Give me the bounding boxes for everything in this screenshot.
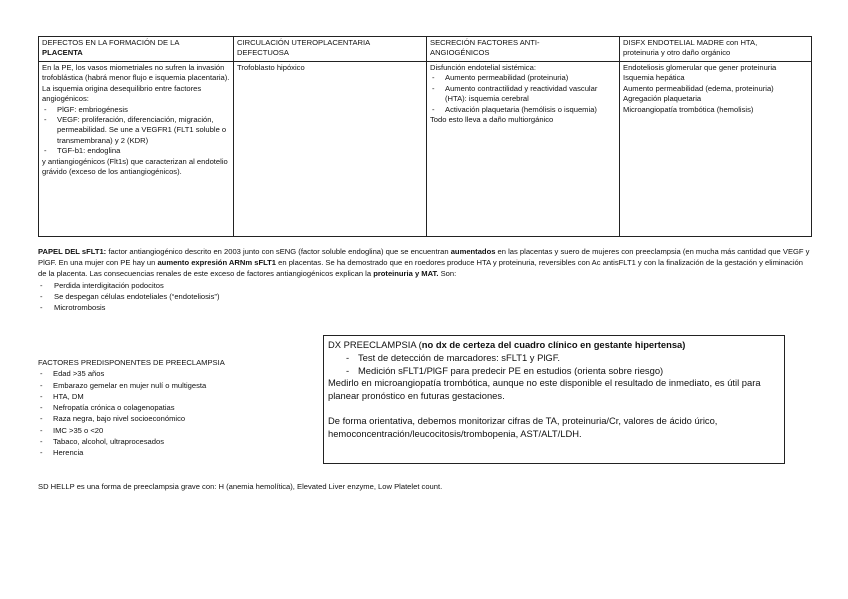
factores-section (38, 357, 308, 459)
cell-line: Endoteliosis glomerular que gener proteinuria (623, 63, 777, 72)
list-item: - Herencia (38, 447, 308, 458)
bold-run: aumentados (450, 247, 496, 256)
papel-label: PAPEL DEL sFLT1: (38, 247, 107, 256)
list-item: - Se despegan células endoteliales (“endoteliosis”) (38, 291, 813, 302)
table-body-row (39, 62, 812, 237)
list-item: - VEGF: proliferación, diferenciación, migración, permeabilidad. Se une a VEGFR1 (FLT1 soluble o transmembrana) y 2 (KDR) (42, 115, 230, 146)
cell-line: Isquemia hepática (623, 73, 685, 83)
header-cell-secrecion (427, 37, 620, 62)
header-text: DEFECTOS EN LA FORMACIÓN DE LA (42, 38, 180, 47)
cell-paragraph: En la PE, los vasos miometriales no sufren la invasión trofoblástica (habrá menor flujo e isquemia placentaria). La isquemia origina desequilibrio entre factores angiogénicos: (42, 63, 230, 104)
papel-list (38, 280, 813, 314)
text-run: Son: (438, 269, 457, 279)
cell-paragraph: Disfunción endotelial sistémica: (430, 63, 536, 72)
cell-paragraph: Todo esto lleva a daño multiorgánico (430, 115, 554, 125)
papel-sflt1-section (38, 246, 813, 313)
dx-preeclampsia-box (323, 335, 785, 464)
header-text: DISFX ENDOTELIAL MADRE con HTA, (623, 38, 758, 47)
cell-paragraph: Trofoblasto hipóxico (237, 63, 305, 72)
list-item: - Test de detección de marcadores: sFLT1 y PlGF. (328, 352, 781, 365)
cell-paragraph: y antiangiogénicos (Flt1s) que caracterizan al endotelio grávido (exceso de los antiangiogénicos). (42, 156, 228, 177)
header-text: SECRECIÓN FACTORES ANTI- (430, 38, 540, 47)
papel-paragraph (38, 246, 813, 280)
list-item: - Raza negra, bajo nivel socioeconómico (38, 413, 308, 424)
bold-run: aumento expresión ARNm sFLT1 (157, 258, 277, 268)
header-text: ANGIOGÉNICOS (430, 48, 490, 58)
text-run: DX PREECLAMPSIA ( (328, 339, 422, 350)
bold-run: proteinuria y MAT. (373, 269, 439, 279)
list-item: - Edad >35 años (38, 368, 308, 379)
list-item: - Aumento permeabilidad (proteinuria) (430, 73, 616, 83)
body-cell-secrecion (427, 62, 620, 237)
list-item: - Embarazo gemelar en mujer nulí o multigesta (38, 380, 308, 391)
factores-title: FACTORES PREDISPONENTES DE PREECLAMPSIA (38, 358, 225, 367)
list-item: - Microtrombosis (38, 302, 813, 313)
cell-list (42, 105, 230, 157)
dx-paragraph: De forma orientativa, debemos monitorizar cifras de TA, proteinuria/Cr, valores de ácido úrico, hemoconcentración/leucocitosis/trombopenia, AST/ALT/LDH. (328, 414, 718, 439)
list-item: - Nefropatía crónica o colagenopatias (38, 402, 308, 413)
list-item: - Perdida interdigitación podocitos (38, 280, 813, 291)
factores-list (38, 368, 308, 458)
text-run: factor antiangiogénico descrito en 2003 junto con sENG (factor soluble endoglina) que se encuentran (106, 247, 451, 256)
header-text-bold: PLACENTA (42, 48, 83, 58)
list-item: - PlGF: embriogénesis (42, 105, 230, 115)
cell-list (430, 73, 616, 115)
body-cell-circulacion (234, 62, 427, 237)
header-text: proteinuria y otro daño orgánico (623, 48, 731, 58)
header-text: DEFECTUOSA (237, 48, 289, 58)
table-header-row (39, 37, 812, 62)
list-item: - Tabaco, alcohol, ultraprocesados (38, 436, 308, 447)
cell-line: Aumento permeabilidad (edema, proteinuria) (623, 83, 774, 93)
list-item: - Activación plaquetaria (hemólisis o isquemia) (430, 105, 616, 115)
cell-line: Microangiopatía trombótica (hemolisis) (623, 104, 754, 114)
hellp-note: SD HELLP es una forma de preeclampsia grave con: H (anemia hemolítica), Elevated Liver enzyme, Low Platelet count. (38, 482, 443, 491)
header-cell-disfx (620, 37, 812, 62)
list-item: - TGF-b1: endoglina (42, 146, 230, 156)
list-item: - Aumento contractilidad y reactividad vascular (HTA): isquemia cerebral (430, 84, 616, 105)
bold-run: no dx de certeza del cuadro clínico en gestante hipertensa) (421, 339, 686, 350)
pathophysiology-table (38, 36, 812, 237)
text-run: en placentas. Se ha demostrado que en roedores produce HTA y proteinuria, reversibles con Ac antisFLT1 y con la finalización de la gestación y eliminación de la placenta. Las consecuencias renales de este exceso de factores antiangiogénicos explican la (38, 258, 803, 279)
cell-line: Agregación plaquetaria (623, 94, 702, 104)
dx-paragraph: Medirlo en microangiopatía trombótica, aunque no este disponible el resultado de inmediato, es útil para planear pronóstico en futuras gestaciones. (328, 377, 761, 402)
header-text: CIRCULACIÓN UTEROPLACENTARIA (237, 38, 371, 47)
header-cell-placenta (39, 37, 234, 62)
list-item: - IMC >35 o <20 (38, 425, 308, 436)
header-cell-circulacion (234, 37, 427, 62)
dx-title (328, 339, 781, 352)
body-cell-placenta (39, 62, 234, 237)
list-item: - Medición sFLT1/PlGF para predecir PE en estudios (orienta sobre riesgo) (328, 365, 781, 378)
dx-list (328, 352, 781, 378)
text-run: en las placentas y suero de mujeres con preeclampsia (en mucha más cantidad que VEGF y PlGF. En una mujer con PE hay un (38, 247, 810, 268)
body-cell-disfx (620, 62, 812, 237)
list-item: - HTA, DM (38, 391, 308, 402)
spacer (328, 403, 781, 415)
